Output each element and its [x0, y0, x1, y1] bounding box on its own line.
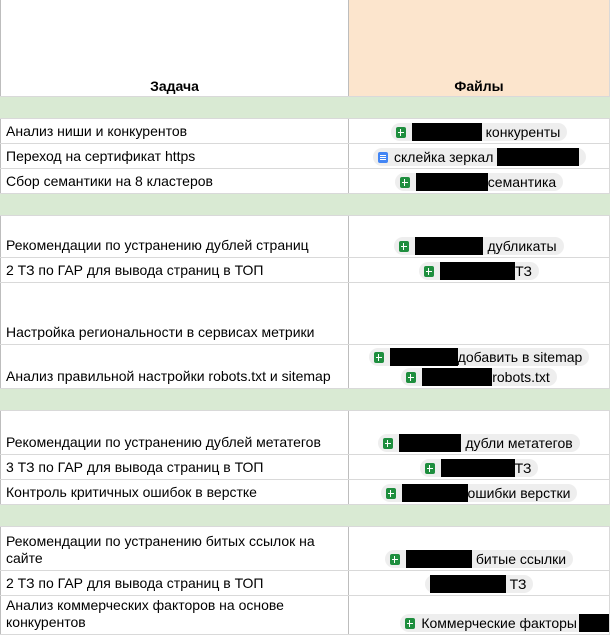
table-row [0, 345, 610, 389]
header-cell-files[interactable] [349, 0, 610, 96]
section-separator [0, 389, 610, 411]
file-chip[interactable] [391, 123, 568, 141]
file-chip[interactable] [400, 614, 609, 632]
task-cell[interactable] [0, 455, 349, 479]
task-text: 2 ТЗ по ГАР для вывода страниц в ТОП [6, 575, 264, 591]
file-chip[interactable] [419, 262, 539, 280]
sheets-icon [399, 241, 409, 252]
task-cell[interactable] [0, 169, 349, 193]
redaction-block [440, 262, 515, 280]
sheets-icon [406, 372, 416, 383]
task-text: Контроль критичных ошибок в верстке [6, 484, 257, 500]
header-cell-task[interactable] [0, 0, 349, 96]
file-chip[interactable] [401, 368, 557, 386]
file-chip[interactable] [381, 484, 578, 502]
file-chip[interactable] [420, 459, 539, 477]
table-row [0, 283, 610, 345]
section-separator [0, 194, 610, 216]
file-chip-label: склейка зеркал [394, 149, 494, 165]
table-row [0, 144, 610, 169]
files-cell[interactable] [349, 480, 610, 504]
file-chip[interactable] [385, 550, 573, 568]
redaction-block [399, 434, 461, 452]
redaction-block [415, 237, 483, 255]
redaction-block [422, 368, 492, 386]
table-row [0, 119, 610, 144]
task-cell[interactable] [0, 480, 349, 504]
files-cell[interactable] [349, 571, 610, 595]
redaction-block [416, 173, 488, 191]
files-cell[interactable] [349, 169, 610, 193]
file-chip-label: ТЗ [509, 576, 527, 592]
file-chip-label: ошибки верстки [467, 485, 571, 501]
sheets-icon [425, 463, 435, 474]
task-text: Анализ ниши и конкурентов [6, 123, 188, 139]
file-chip-label: ТЗ [515, 263, 532, 279]
task-cell[interactable] [0, 119, 349, 143]
redaction-block [579, 614, 609, 632]
sheets-icon [405, 618, 415, 629]
task-text: Рекомендации по устранению битых ссылок на сайте [6, 533, 315, 566]
sheets-icon [386, 488, 396, 499]
file-chip-label: добавить в sitemap [457, 349, 583, 365]
file-chip-label: конкуренты [485, 124, 561, 140]
file-chip-label: Коммерческие факторы [421, 615, 577, 631]
section-separator [0, 97, 610, 119]
section-separator [0, 505, 610, 527]
file-chip-label: дубликаты [487, 238, 557, 254]
sheets-icon [374, 352, 384, 363]
file-chip-label: битые ссылки [475, 551, 567, 567]
file-chip[interactable] [378, 434, 579, 452]
task-cell[interactable] [0, 411, 349, 454]
file-chip[interactable] [373, 148, 586, 166]
docs-icon [378, 152, 388, 163]
redaction-block [412, 123, 482, 141]
files-cell[interactable] [349, 216, 610, 257]
header-files-label: Файлы [454, 78, 504, 94]
task-text: 3 ТЗ по ГАР для вывода страниц в ТОП [6, 459, 264, 475]
task-cell[interactable] [0, 527, 349, 570]
files-cell[interactable] [349, 119, 610, 143]
task-text: 2 ТЗ по ГАР для вывода страниц в ТОП [6, 262, 264, 278]
table-row [0, 216, 610, 258]
files-cell[interactable] [349, 411, 610, 454]
task-cell[interactable] [0, 596, 349, 634]
header-task-label: Задача [150, 78, 199, 94]
file-chip[interactable] [395, 173, 563, 191]
task-text: Сбор семантики на 8 кластеров [6, 173, 213, 189]
task-text: Анализ правильной настройки robots.txt и sitemap [6, 368, 331, 384]
file-chip-label: дубли метатегов [465, 435, 573, 451]
table-row [0, 571, 610, 596]
task-cell[interactable] [0, 144, 349, 168]
table-row [0, 527, 610, 571]
redaction-block [402, 484, 468, 502]
files-cell[interactable] [349, 527, 610, 570]
task-cell[interactable] [0, 258, 349, 282]
file-chip[interactable] [425, 575, 534, 593]
task-text: Переход на сертификат https [6, 148, 196, 164]
file-chip-label: robots.txt [492, 369, 550, 385]
table-row [0, 480, 610, 505]
files-cell[interactable] [349, 144, 610, 168]
redaction-block [441, 459, 515, 477]
files-cell[interactable] [349, 455, 610, 479]
redaction-block [406, 550, 472, 568]
redaction-block [390, 348, 458, 366]
file-chip-label: ТЗ [514, 460, 532, 476]
task-cell[interactable] [0, 571, 349, 595]
sheets-icon [383, 438, 393, 449]
sheets-icon [400, 177, 410, 188]
table-row [0, 596, 610, 635]
task-text: Рекомендации по устранению дублей метатегов [6, 434, 321, 450]
redaction-block [497, 148, 579, 166]
file-chip[interactable] [369, 348, 590, 366]
task-cell[interactable] [0, 345, 349, 388]
table-row [0, 411, 610, 455]
header-row [0, 0, 610, 97]
files-cell[interactable] [349, 345, 610, 388]
file-chip-label: семантика [487, 174, 557, 190]
sheets-icon [390, 554, 400, 565]
task-text: Анализ коммерческих факторов на основе конкурентов [6, 597, 284, 630]
table-row [0, 455, 610, 480]
task-text: Настройка региональности в сервисах метрики [6, 324, 315, 340]
table-row [0, 169, 610, 194]
redaction-block [430, 575, 506, 593]
files-cell[interactable] [349, 283, 610, 344]
task-cell[interactable] [0, 216, 349, 257]
file-chip[interactable] [394, 237, 563, 255]
sheets-icon [424, 266, 434, 277]
files-cell[interactable] [349, 596, 610, 634]
task-text: Рекомендации по устранению дублей страниц [6, 237, 309, 253]
sheets-icon [396, 127, 406, 138]
files-cell[interactable] [349, 258, 610, 282]
task-cell[interactable] [0, 283, 349, 344]
table-row [0, 258, 610, 283]
